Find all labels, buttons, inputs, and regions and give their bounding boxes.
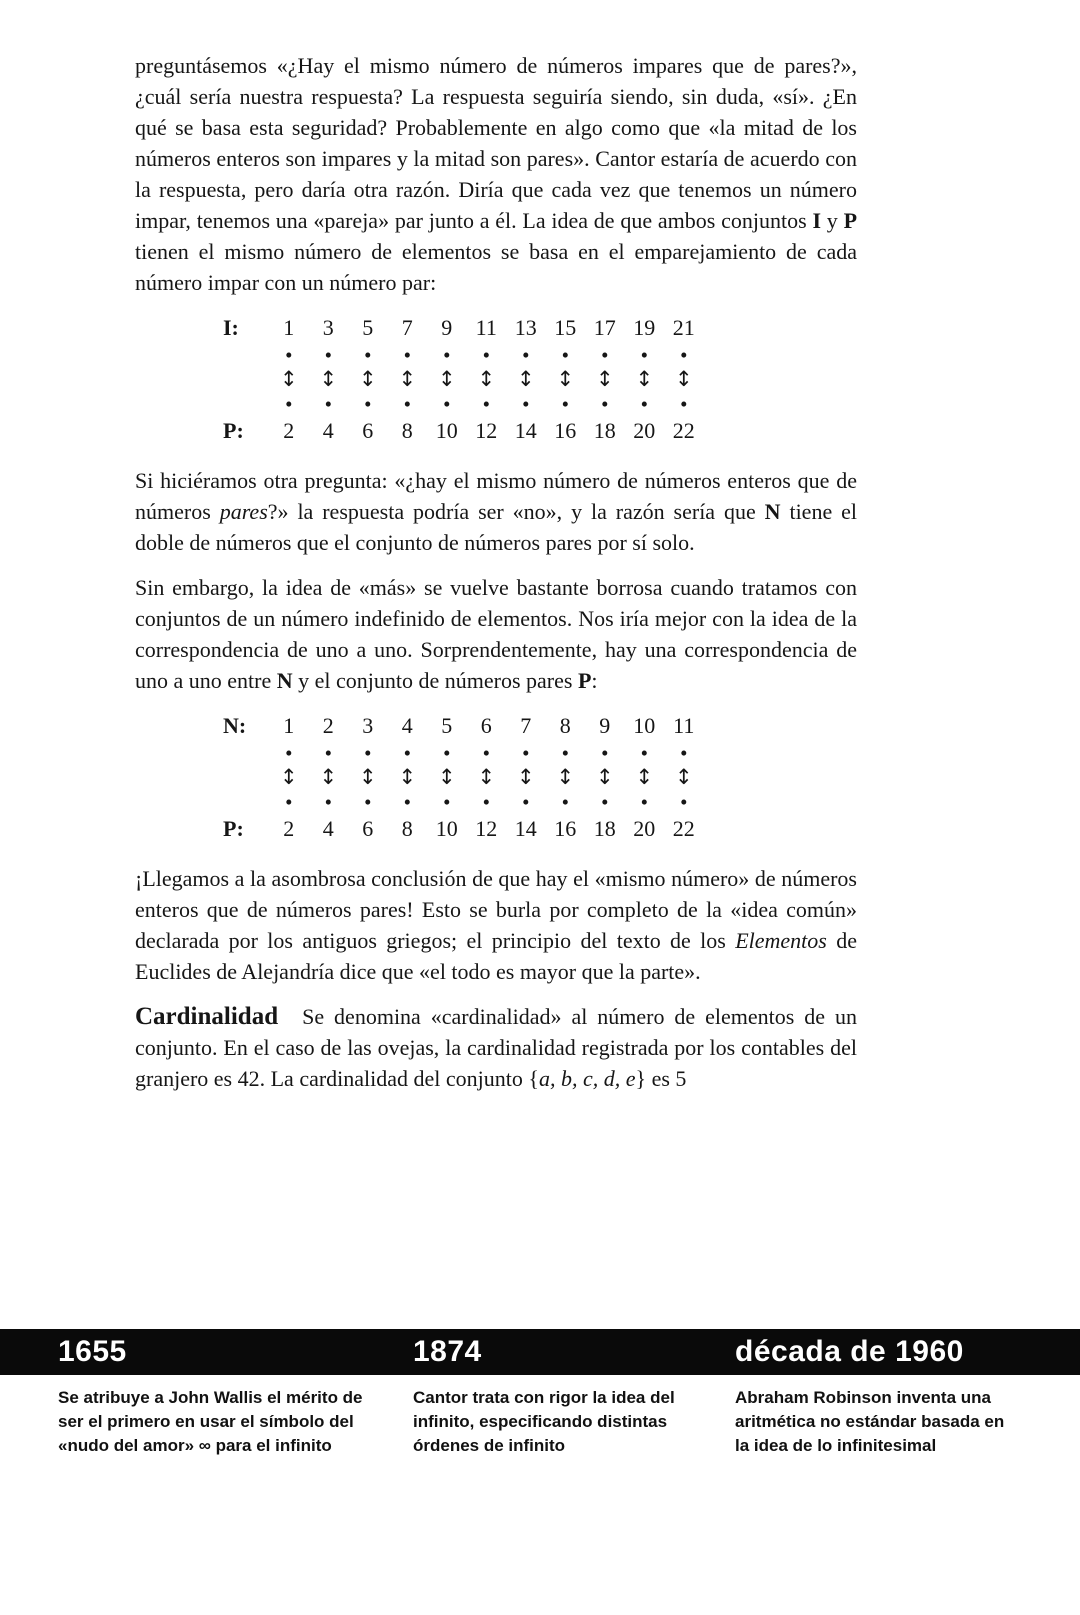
dot-icon: •: [403, 740, 411, 765]
number-cell: 8: [401, 418, 413, 443]
number-cell: 13: [514, 315, 537, 340]
updown-arrow-icon: ↕: [556, 765, 575, 789]
dot-icon: •: [640, 342, 648, 367]
number-cell: 9: [441, 315, 453, 340]
timeline-note: Cantor trata con rigor la idea del infinito, especificando distintas órdenes de infinito: [413, 1388, 675, 1455]
dot-icon: •: [443, 740, 451, 765]
number-cell: 20: [633, 816, 656, 841]
number-cell: 18: [593, 816, 616, 841]
number-cell: 17: [593, 315, 616, 340]
number-cell: 15: [554, 315, 577, 340]
dot-icon: •: [364, 342, 372, 367]
arrow-cells: [269, 767, 704, 788]
dot-icon: •: [443, 391, 451, 416]
dot-icon: •: [324, 740, 332, 765]
number-cell: 16: [554, 816, 577, 841]
updown-arrow-icon: ↕: [319, 765, 338, 789]
timeline-footer: [0, 1329, 1080, 1458]
dot-icon: •: [403, 391, 411, 416]
number-cell: 2: [283, 816, 295, 841]
number-cell: 12: [475, 816, 498, 841]
dot-icon: •: [403, 789, 411, 814]
number-cell: 6: [362, 418, 374, 443]
diagram-row-dots-bottom: [223, 791, 857, 813]
number-cell: 4: [401, 713, 413, 738]
dot-cells: [269, 789, 704, 814]
diagram-row-bottom-numbers: [223, 415, 857, 447]
timeline-note: Se atribuye a John Wallis el mérito de ser el primero en usar el símbolo del «nudo del amor» ∞ para el infinito: [58, 1388, 363, 1455]
updown-arrow-icon: ↕: [477, 765, 496, 789]
dot-icon: •: [443, 789, 451, 814]
dot-icon: •: [285, 342, 293, 367]
number-cell: 5: [441, 713, 453, 738]
dot-icon: •: [561, 391, 569, 416]
dot-icon: •: [680, 342, 688, 367]
text-segment: I: [812, 208, 821, 233]
text-segment: preguntásemos «¿Hay el mismo número de números impares que de pares?», ¿cuál sería nuestra respuesta? La respuesta seguiría siendo, sin duda, «sí». ¿En qué se basa esta seguridad? Probablemente en algo como que «la mitad de los números enteros son impares y la mitad son pares». Cantor estaría de acuerdo con la respuesta, pero daría otra razón. Diría que cada vez que tenemos un número impar, tenemos una «pareja» par junto a él. La idea de que ambos conjuntos: [135, 53, 857, 233]
dot-icon: •: [561, 789, 569, 814]
number-cell: 8: [401, 816, 413, 841]
updown-arrow-icon: ↕: [437, 367, 456, 391]
updown-arrow-icon: ↕: [635, 367, 654, 391]
dot-icon: •: [364, 740, 372, 765]
dot-icon: •: [324, 789, 332, 814]
updown-arrow-icon: ↕: [516, 765, 535, 789]
paragraph-odd-even-question: [135, 50, 857, 298]
dot-icon: •: [601, 342, 609, 367]
diagram-row-dots-top: [223, 742, 857, 764]
dot-icon: •: [680, 391, 688, 416]
number-cell: 22: [672, 418, 695, 443]
paragraph-enteros-vs-pares: [135, 465, 857, 558]
number-cell: 3: [322, 315, 334, 340]
bottom-number-cells: [269, 420, 704, 442]
timeline-notes: [0, 1375, 1080, 1458]
diagram-row-top-numbers: [223, 312, 857, 344]
number-cell: 10: [435, 418, 458, 443]
dot-icon: •: [522, 342, 530, 367]
number-cell: 11: [673, 713, 695, 738]
arrow-cells: [269, 369, 704, 390]
number-cell: 2: [283, 418, 295, 443]
number-cell: 10: [633, 713, 656, 738]
text-segment: N: [276, 668, 293, 693]
diagram-row-dots-top: [223, 344, 857, 366]
dot-icon: •: [601, 391, 609, 416]
updown-arrow-icon: ↕: [358, 765, 377, 789]
number-cell: 1: [283, 315, 295, 340]
updown-arrow-icon: ↕: [477, 367, 496, 391]
timeline-year-bar: [0, 1329, 1080, 1375]
number-cell: 3: [362, 713, 374, 738]
dot-icon: •: [640, 789, 648, 814]
dot-icon: •: [403, 342, 411, 367]
text-segment: Se denomina «cardinalidad» al número de elementos de un conjunto. En el caso de las ovejas, la cardinalidad registrada por los contables del granjero es 42. La cardinalidad del conjunto {: [135, 1004, 857, 1091]
updown-arrow-icon: ↕: [556, 367, 575, 391]
number-cell: 2: [322, 713, 334, 738]
dot-icon: •: [482, 342, 490, 367]
dot-cells: [269, 391, 704, 416]
text-segment: :: [591, 668, 598, 693]
timeline-year: 1655: [58, 1335, 127, 1368]
text-segment: pares: [219, 499, 268, 524]
dot-icon: •: [482, 740, 490, 765]
text-segment: Cardinalidad: [135, 1003, 279, 1030]
updown-arrow-icon: ↕: [437, 765, 456, 789]
updown-arrow-icon: ↕: [674, 367, 693, 391]
top-number-cells: [269, 715, 704, 737]
updown-arrow-icon: ↕: [516, 367, 535, 391]
dot-icon: •: [561, 740, 569, 765]
dot-icon: •: [364, 789, 372, 814]
dot-icon: •: [324, 391, 332, 416]
text-segment: P: [577, 668, 592, 693]
text-segment: ¡Llegamos a la asombrosa conclusión de que hay el «mismo número» de números enteros que de números pares! Esto se burla por completo de la «idea común» declarada por los antiguos griegos; el principio del texto de los: [135, 866, 857, 953]
dot-cells: [269, 740, 704, 765]
set-label-even: P:: [223, 816, 244, 841]
paragraph-correspondencia: [135, 572, 857, 696]
pairing-diagram-odd-even: [223, 312, 857, 447]
number-cell: 5: [362, 315, 374, 340]
number-cell: 7: [520, 713, 532, 738]
text-segment: tienen el mismo número de elementos se basa en el emparejamiento de cada número impar con un número par:: [135, 239, 857, 295]
updown-arrow-icon: ↕: [319, 367, 338, 391]
paragraph-cardinalidad: [135, 1001, 857, 1094]
updown-arrow-icon: ↕: [279, 765, 298, 789]
number-cell: 4: [322, 816, 334, 841]
text-segment: Elementos: [735, 928, 827, 953]
diagram-row-arrows: [223, 764, 857, 791]
dot-icon: •: [522, 391, 530, 416]
bottom-number-cells: [269, 818, 704, 840]
diagram-row-top-numbers: [223, 710, 857, 742]
dot-icon: •: [443, 342, 451, 367]
updown-arrow-icon: ↕: [595, 765, 614, 789]
number-cell: 14: [514, 816, 537, 841]
dot-icon: •: [640, 740, 648, 765]
number-cell: 9: [599, 713, 611, 738]
number-cell: 18: [593, 418, 616, 443]
text-segment: de Euclides de Alejandría dice que «el todo es mayor que la parte».: [135, 928, 857, 984]
diagram-row-arrows: [223, 366, 857, 393]
updown-arrow-icon: ↕: [635, 765, 654, 789]
text-segment: a, b, c, d, e: [538, 1066, 636, 1091]
updown-arrow-icon: ↕: [279, 367, 298, 391]
pairing-diagram-natural-even: [223, 710, 857, 845]
dot-icon: •: [482, 789, 490, 814]
dot-icon: •: [680, 740, 688, 765]
updown-arrow-icon: ↕: [398, 765, 417, 789]
set-label-odd: I:: [223, 315, 239, 340]
dot-icon: •: [601, 740, 609, 765]
text-segment: P: [843, 208, 858, 233]
number-cell: 14: [514, 418, 537, 443]
diagram-row-bottom-numbers: [223, 813, 857, 845]
dot-icon: •: [285, 740, 293, 765]
timeline-year: década de 1960: [735, 1335, 964, 1368]
dot-icon: •: [680, 789, 688, 814]
number-cell: 6: [480, 713, 492, 738]
updown-arrow-icon: ↕: [595, 367, 614, 391]
diagram-row-dots-bottom: [223, 393, 857, 415]
number-cell: 11: [475, 315, 497, 340]
text-segment: } es 5: [635, 1066, 687, 1091]
number-cell: 19: [633, 315, 656, 340]
number-cell: 22: [672, 816, 695, 841]
dot-icon: •: [482, 391, 490, 416]
number-cell: 7: [401, 315, 413, 340]
number-cell: 20: [633, 418, 656, 443]
timeline-year: 1874: [413, 1335, 482, 1368]
timeline-note: Abraham Robinson inventa una aritmética no estándar basada en la idea de lo infinitesimal: [735, 1388, 1005, 1455]
main-text: [135, 50, 857, 1108]
updown-arrow-icon: ↕: [398, 367, 417, 391]
number-cell: 6: [362, 816, 374, 841]
top-number-cells: [269, 317, 704, 339]
dot-icon: •: [285, 789, 293, 814]
text-segment: ?» la respuesta podría ser «no», y la razón sería que: [267, 499, 765, 524]
dot-icon: •: [324, 342, 332, 367]
text-segment: y: [821, 208, 844, 233]
updown-arrow-icon: ↕: [358, 367, 377, 391]
dot-icon: •: [640, 391, 648, 416]
number-cell: 4: [322, 418, 334, 443]
paragraph-conclusion: [135, 863, 857, 987]
text-segment: Si hiciéramos otra pregunta: «¿hay el mismo número de números enteros que de números: [135, 468, 857, 524]
dot-icon: •: [364, 391, 372, 416]
set-label-even: P:: [223, 418, 244, 443]
dot-icon: •: [522, 789, 530, 814]
number-cell: 12: [475, 418, 498, 443]
number-cell: 8: [559, 713, 571, 738]
text-segment: y el conjunto de números pares: [292, 668, 578, 693]
number-cell: 1: [283, 713, 295, 738]
text-segment: tiene el doble de números que el conjunto de números pares por sí solo.: [135, 499, 857, 555]
text-segment: N: [764, 499, 781, 524]
dot-icon: •: [561, 342, 569, 367]
updown-arrow-icon: ↕: [674, 765, 693, 789]
dot-cells: [269, 342, 704, 367]
set-label-natural: N:: [223, 713, 247, 738]
dot-icon: •: [522, 740, 530, 765]
number-cell: 10: [435, 816, 458, 841]
number-cell: 16: [554, 418, 577, 443]
dot-icon: •: [601, 789, 609, 814]
dot-icon: •: [285, 391, 293, 416]
number-cell: 21: [672, 315, 695, 340]
text-segment: Sin embargo, la idea de «más» se vuelve bastante borrosa cuando tratamos con conjuntos de un número indefinido de elementos. Nos iría mejor con la idea de la correspondencia de uno a uno. Sorprendentemente, hay una correspondencia de uno a uno entre: [135, 575, 857, 693]
